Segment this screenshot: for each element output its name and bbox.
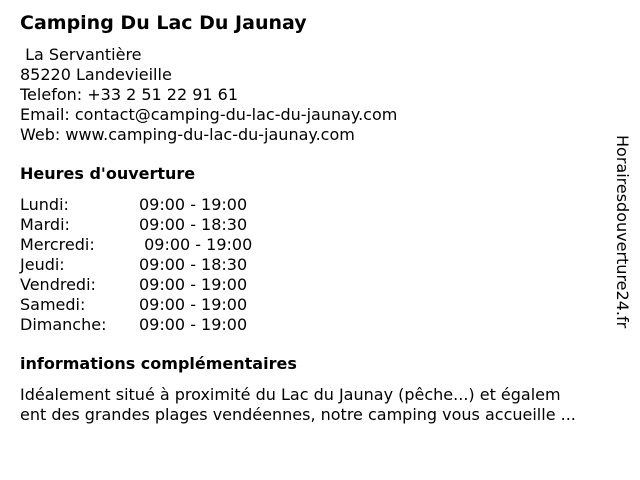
email-line: Email: contact@camping-du-lac-du-jaunay.com bbox=[20, 105, 398, 124]
page-title: Camping Du Lac Du Jaunay bbox=[20, 12, 307, 34]
hours-day: Mardi: bbox=[20, 215, 70, 234]
hours-heading: Heures d'ouverture bbox=[20, 164, 196, 183]
address-city: 85220 Landevieille bbox=[20, 65, 172, 84]
hours-row-sunday bbox=[20, 315, 320, 335]
hours-day: Vendredi: bbox=[20, 275, 96, 294]
hours-time: 09:00 - 19:00 bbox=[139, 235, 253, 254]
info-heading: informations complémentaires bbox=[20, 354, 297, 373]
hours-row-monday bbox=[20, 195, 320, 215]
web-line: Web: www.camping-du-lac-du-jaunay.com bbox=[20, 125, 355, 144]
info-line: Idéalement situé à proximité du Lac du Jaunay (pêche...) et égalem bbox=[20, 385, 561, 404]
hours-row-saturday bbox=[20, 295, 320, 315]
hours-time: 09:00 - 19:00 bbox=[139, 195, 248, 214]
info-line: ent des grandes plages vendéennes, notre camping vous accueille ... bbox=[20, 405, 576, 424]
hours-row-wednesday bbox=[20, 235, 320, 255]
contact-block bbox=[20, 45, 397, 145]
hours-row-thursday bbox=[20, 255, 320, 275]
info-description bbox=[20, 385, 620, 425]
hours-table bbox=[20, 195, 320, 335]
phone-line: Telefon: +33 2 51 22 91 61 bbox=[20, 85, 239, 104]
hours-row-friday bbox=[20, 275, 320, 295]
hours-day: Dimanche: bbox=[20, 315, 107, 334]
address-street: La Servantière bbox=[20, 45, 142, 64]
hours-time: 09:00 - 19:00 bbox=[139, 295, 248, 314]
hours-time: 09:00 - 19:00 bbox=[139, 315, 248, 334]
hours-time: 09:00 - 19:00 bbox=[139, 275, 248, 294]
hours-row-tuesday bbox=[20, 215, 320, 235]
hours-day: Lundi: bbox=[20, 195, 69, 214]
hours-day: Mercredi: bbox=[20, 235, 95, 254]
site-watermark: Horairesdouverture24.fr bbox=[613, 135, 632, 329]
hours-day: Jeudi: bbox=[20, 255, 65, 274]
hours-time: 09:00 - 18:30 bbox=[139, 255, 248, 274]
hours-time: 09:00 - 18:30 bbox=[139, 215, 248, 234]
hours-day: Samedi: bbox=[20, 295, 86, 314]
